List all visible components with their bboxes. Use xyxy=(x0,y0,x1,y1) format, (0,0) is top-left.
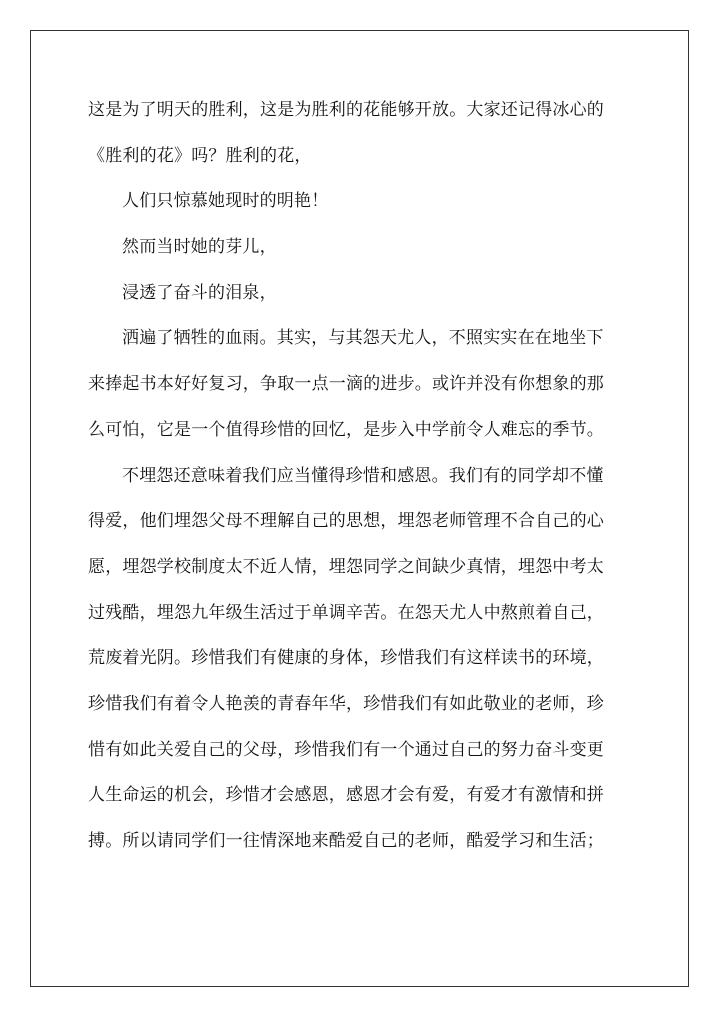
text-line: 惜有如此关爱自己的父母，珍惜我们有一个通过自己的努力奋斗变更 xyxy=(88,739,604,760)
text-line: 得爱，他们埋怨父母不理解自己的思想，埋怨老师管理不合自己的心 xyxy=(88,511,604,532)
poem-line: 浸透了奋斗的泪泉， xyxy=(122,282,277,303)
poem-line: 人们只惊慕她现时的明艳！ xyxy=(122,191,329,212)
text-line: 愿，埋怨学校制度太不近人情，埋怨同学之间缺少真情，埋怨中考太 xyxy=(88,556,604,577)
text-line: 珍惜我们有着令人艳羡的青春年华，珍惜我们有如此敬业的老师，珍 xyxy=(88,693,604,714)
text-line: 人生命运的机会，珍惜才会感恩，感恩才会有爱，有爱才有激情和拼 xyxy=(88,785,604,806)
document-body xyxy=(88,88,633,865)
text-line: 过残酷，埋怨九年级生活过于单调辛苦。在怨天尤人中熬煎着自己， xyxy=(88,602,604,623)
paragraph-start-line: 不埋怨还意味着我们应当懂得珍惜和感恩。我们有的同学却不懂 xyxy=(122,465,604,486)
text-line: 搏。所以请同学们一往情深地来酷爱自己的老师，酷爱学习和生活； xyxy=(88,831,604,851)
text-line: 么可怕，它是一个值得珍惜的回忆，是步入中学前令人难忘的季节。 xyxy=(88,419,604,440)
text-line: 荒废着光阴。珍惜我们有健康的身体，珍惜我们有这样读书的环境， xyxy=(88,648,604,669)
poem-line: 然而当时她的芽儿， xyxy=(122,237,277,258)
text-line: 《胜利的花》吗？胜利的花， xyxy=(88,145,312,166)
text-line: 来捧起书本好好复习，争取一点一滴的进步。或许并没有你想象的那 xyxy=(88,374,604,395)
paragraph-start-line: 洒遍了牺牲的血雨。其实，与其怨天尤人，不照实实在在地坐下 xyxy=(122,328,604,349)
text-line: 这是为了明天的胜利，这是为胜利的花能够开放。大家还记得冰心的 xyxy=(88,100,604,120)
